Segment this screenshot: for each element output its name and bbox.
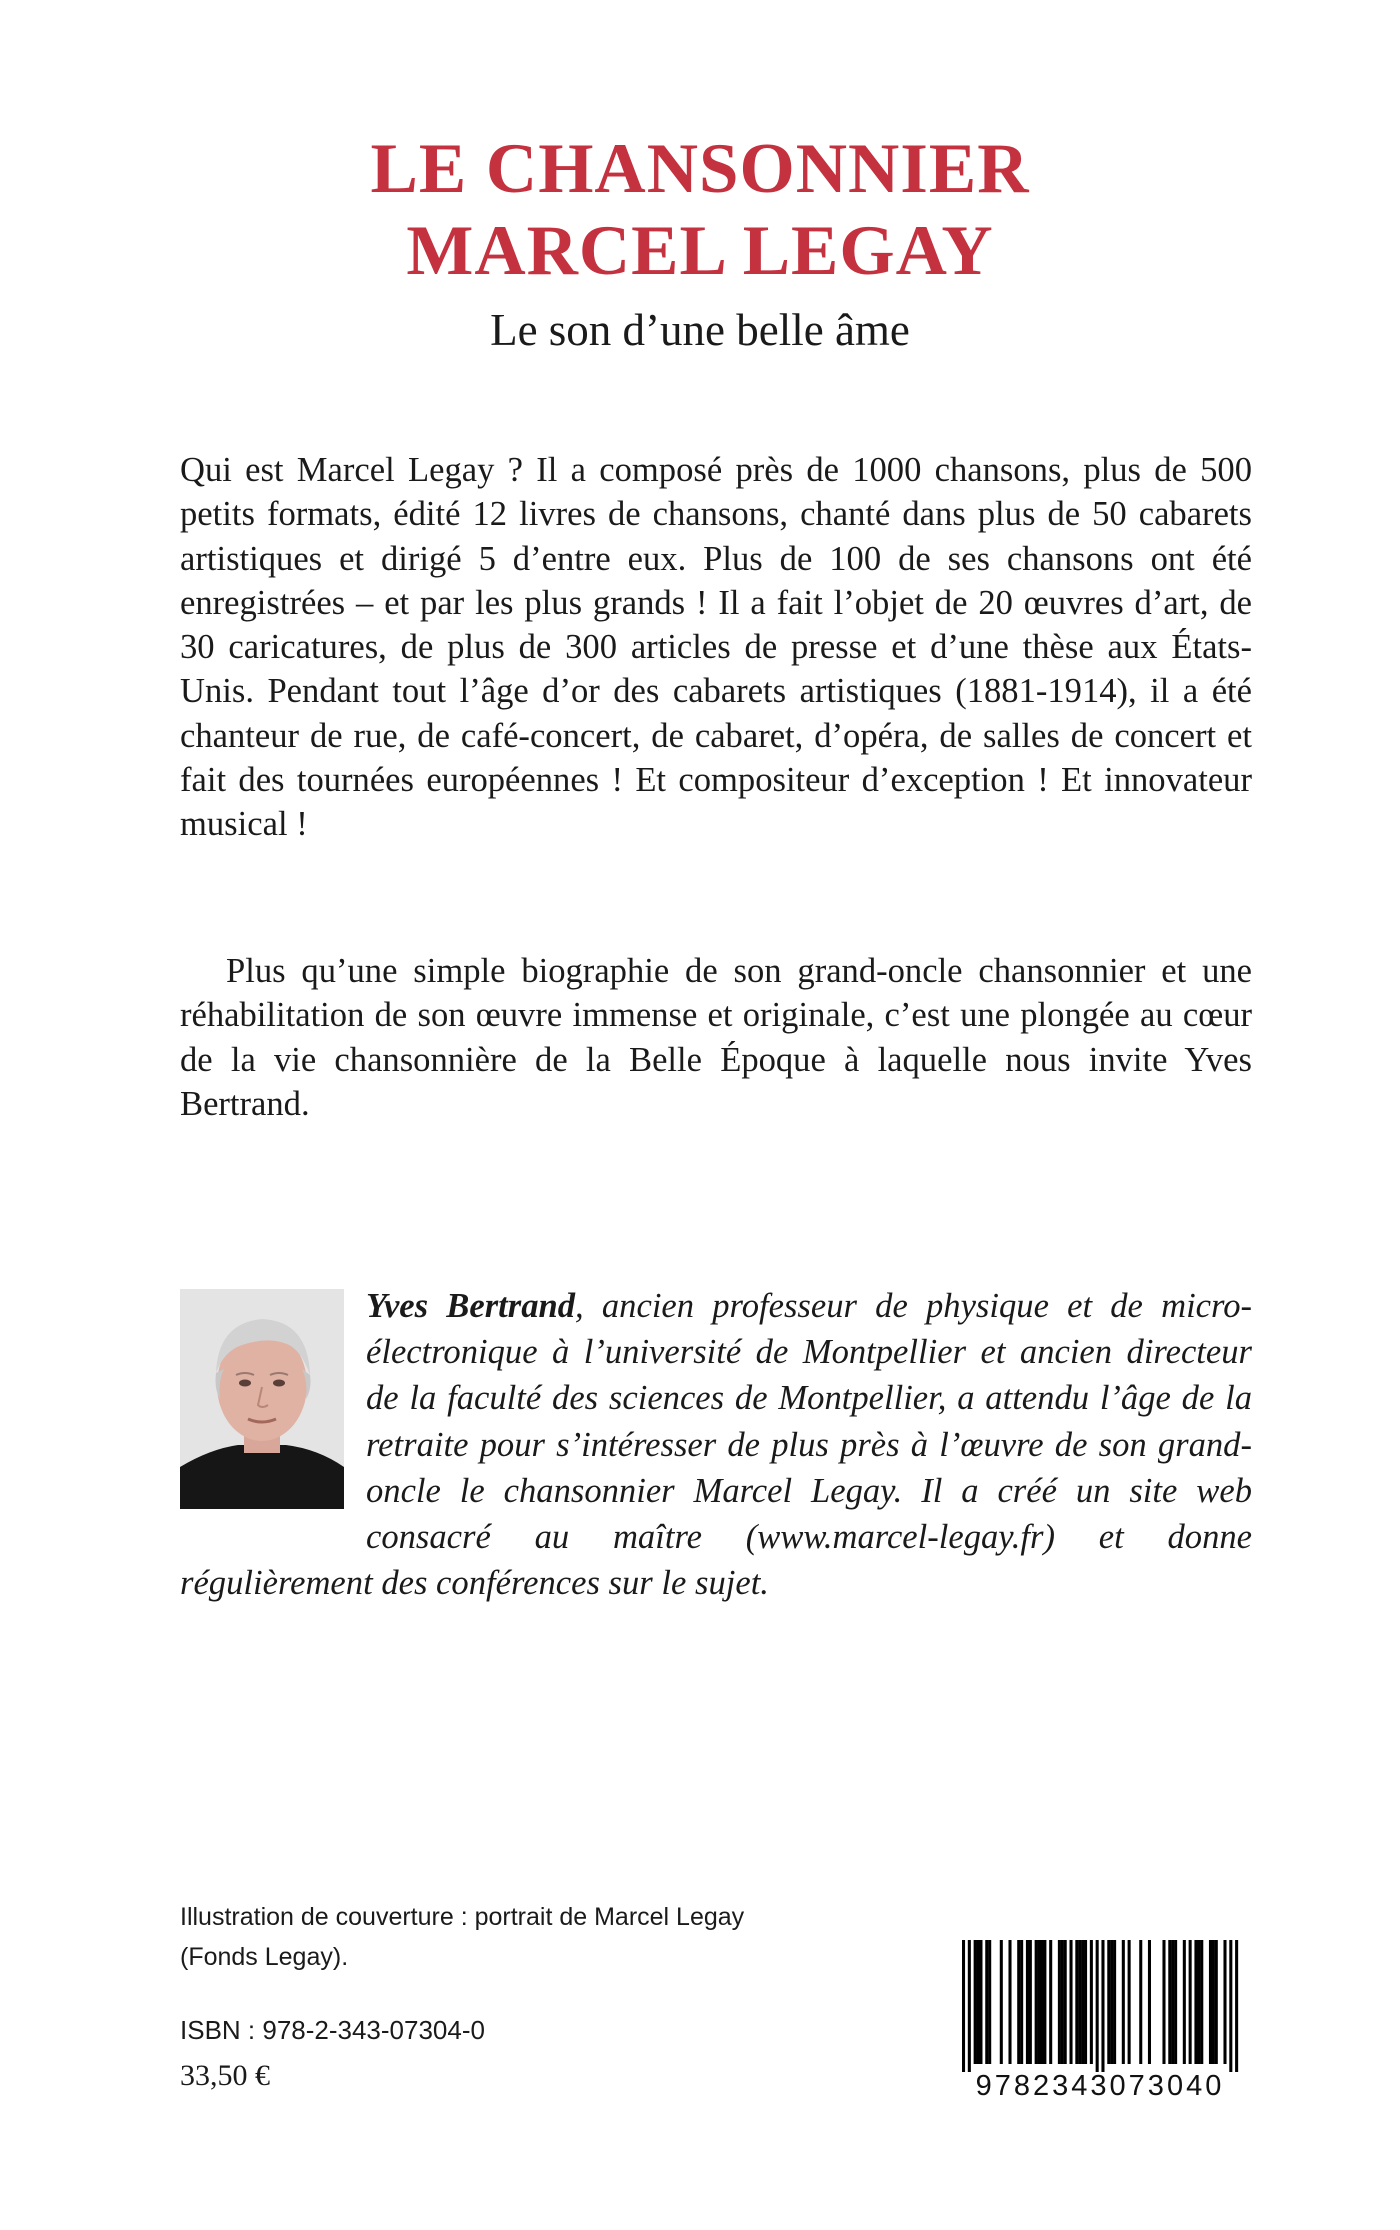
barcode-digits: 9782343073040	[975, 2070, 1225, 2102]
barcode-bar	[1035, 1940, 1038, 2064]
barcode-bar	[1078, 1940, 1081, 2064]
barcode-bar	[962, 1940, 965, 2072]
barcode-bar	[1168, 1940, 1171, 2064]
barcode	[950, 1940, 1250, 2105]
barcode-bar	[1040, 1940, 1043, 2064]
barcode-bar	[1049, 1940, 1052, 2064]
barcode-bar	[1148, 1940, 1151, 2064]
barcode-bar	[1183, 1940, 1186, 2064]
author-name: Yves Bertrand	[366, 1287, 576, 1325]
isbn: ISBN : 978-2-343-07304-0	[180, 2015, 485, 2045]
book-subtitle: Le son d’une belle âme	[490, 305, 910, 355]
credit-line-2: (Fonds Legay).	[180, 1943, 349, 1971]
barcode-bar	[1061, 1940, 1064, 2064]
barcode-bar	[1107, 1940, 1110, 2064]
barcode-bar	[1215, 1940, 1218, 2064]
title-line-2: MARCEL LEGAY	[406, 212, 994, 290]
barcode-bar	[1235, 1940, 1238, 2072]
barcode-bar	[1101, 1940, 1104, 2072]
description-paragraph-1: Qui est Marcel Legay ? Il a composé près de 1000 chansons, plus de 500 petits formats, édité 12 livres de chansons, chanté dans plus de 50 cabarets artistiques et dirigé 5 d’entre eux. Plus de 100 de ses chansons ont été enregistrées – et par les plus grands ! Il a fait l’objet de 20 œuvres d’art, de 30 caricatures, de plus de 300 articles de presse et d’une thèse aux États-Unis. Pendant tout l’âge d’or des cabarets artistiques (1881-1914), il a été chanteur de rue, de café-concert, de cabaret, d’opéra, de salles de concert et fait des tournées européennes ! Et compositeur d’exception ! Et innovateur musical !	[180, 451, 1252, 844]
barcode-bar	[1171, 1940, 1174, 2064]
barcode-bar	[979, 1940, 982, 2064]
author-bio	[180, 1283, 1252, 1606]
barcode-bar	[988, 1940, 991, 2064]
barcode-bar	[985, 1940, 988, 2064]
barcode-bar	[1064, 1940, 1067, 2064]
barcode-bar	[1209, 1940, 1212, 2064]
barcode-bar	[1029, 1940, 1032, 2064]
barcode-bar	[1017, 1940, 1020, 2064]
barcode-bar	[1128, 1940, 1131, 2064]
barcode-bar	[1197, 1940, 1200, 2064]
barcode-bar	[1122, 1940, 1125, 2064]
barcode-bar	[1189, 1940, 1192, 2064]
barcode-bar	[1043, 1940, 1046, 2064]
barcode-bar	[1090, 1940, 1093, 2064]
barcode-bars	[950, 1940, 1250, 2072]
barcode-bar	[1200, 1940, 1203, 2064]
barcode-bar	[1110, 1940, 1113, 2064]
barcode-bar	[1212, 1940, 1215, 2064]
price: 33,50 €	[180, 2059, 270, 2092]
barcode-bar	[974, 1940, 977, 2064]
barcode-bar	[1139, 1940, 1142, 2064]
description-paragraph-2: Plus qu’une simple biographie de son grand-oncle chansonnier et une réhabilitation de son œuvre immense et originale, c’est une plongée au cœur de la vie chansonnière de la Belle Époque à laquelle nous invite Yves Bertrand.	[180, 952, 1252, 1123]
barcode-bar	[1075, 1940, 1078, 2064]
header	[0, 128, 1400, 360]
author-bio-text: , ancien professeur de physique et de micro-électronique à l’université de Montpellier et ancien directeur de la faculté des sciences de Montpellier, a attendu l’âge de la retraite pour s’intéresser de plus près à l’œuvre de son grand-oncle le chansonnier Marcel Legay. Il a créé un site web consacré au maître (www.marcel-legay.fr) et donne régulièrement des conférences sur le sujet.	[180, 1287, 1252, 1603]
barcode-bar	[1084, 1940, 1087, 2064]
barcode-bar	[1020, 1940, 1023, 2064]
author-photo	[180, 1289, 344, 1509]
barcode-bar	[1058, 1940, 1061, 2064]
book-title	[0, 128, 1400, 292]
barcode-bar	[1113, 1940, 1116, 2064]
barcode-bar	[1000, 1940, 1003, 2064]
barcode-bar	[1223, 1940, 1226, 2064]
barcode-bar	[1026, 1940, 1029, 2064]
title-line-1: LE CHANSONNIER	[370, 130, 1030, 208]
author-portrait-image	[180, 1289, 344, 1509]
credit-line-1: Illustration de couverture : portrait de Marcel Legay	[180, 1903, 745, 1931]
barcode-bar	[1162, 1940, 1165, 2064]
barcode-bar	[1069, 1940, 1072, 2064]
barcode-bar	[1081, 1940, 1084, 2064]
barcode-bar	[1096, 1940, 1099, 2072]
cover-illustration-credit	[180, 1897, 744, 1977]
barcode-bar	[1008, 1940, 1011, 2064]
barcode-bar	[1229, 1940, 1232, 2072]
barcode-bar	[968, 1940, 971, 2072]
barcode-bar	[1174, 1940, 1177, 2064]
barcode-bar	[977, 1940, 980, 2064]
barcode-bar	[1194, 1940, 1197, 2064]
barcode-bar	[1038, 1940, 1041, 2064]
